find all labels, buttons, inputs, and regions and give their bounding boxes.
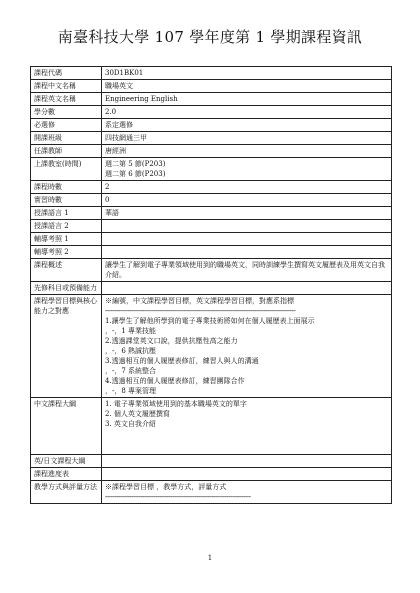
value-course-hours: 2 [102, 181, 392, 194]
value-language1: 華語 [102, 207, 392, 220]
value-objectives [102, 295, 392, 398]
schedule-line: 週二第 5 節(P203) [105, 160, 166, 168]
schedule-line: 週二第 6 節(P203) [105, 170, 166, 178]
value-aux-ref1 [102, 233, 392, 246]
row-course-name-zh [31, 80, 392, 93]
row-objectives [31, 295, 392, 398]
objective-item: ，-，8 專案管理 [105, 387, 157, 395]
row-credits [31, 106, 392, 119]
label-class: 開課班級 [31, 132, 102, 145]
label-required-elective: 必選修 [31, 119, 102, 132]
value-methods [102, 481, 392, 504]
value-syllabus-en [102, 455, 392, 468]
row-required-elective [31, 119, 392, 132]
objective-item: 1.讓學生了解他所學到的電子專業技術將如何在個人履歷表上面展示 [105, 317, 315, 325]
row-overview [31, 259, 392, 282]
syllabus-item: 3. 英文自我介紹 [105, 420, 156, 428]
objective-item: ，-，6 熱誠抗壓 [105, 347, 157, 355]
label-course-hours: 課程時數 [31, 181, 102, 194]
row-language1 [31, 207, 392, 220]
value-course-name-zh: 職場英文 [102, 80, 392, 93]
label-prerequisite: 先修科目或預備能力 [31, 282, 102, 295]
row-course-name-en [31, 93, 392, 106]
label-progress: 課程進度表 [31, 468, 102, 481]
label-objectives: 課程學習目標與核心能力之對應 [31, 295, 102, 398]
row-schedule [31, 158, 392, 181]
label-aux-ref1: 輔導考照 1 [31, 233, 102, 246]
objective-item: 2.透過課堂英文口說，提供抗壓性高之能力 [105, 337, 238, 345]
row-practice-hours [31, 194, 392, 207]
methods-divider: ------------------------------------------------------------------------------ [105, 493, 251, 501]
row-teacher [31, 145, 392, 158]
value-language2 [102, 220, 392, 233]
label-course-name-zh: 課程中文名稱 [31, 80, 102, 93]
syllabus-item: 1. 電子專業領域使用到的基本職場英文的單字 [105, 400, 247, 408]
row-progress [31, 468, 392, 481]
page-title: 南臺科技大學 107 學年度第 1 學期課程資訊 [57, 28, 363, 46]
value-practice-hours: 0 [102, 194, 392, 207]
value-credits: 2.0 [102, 106, 392, 119]
label-credits: 學分數 [31, 106, 102, 119]
value-aux-ref2 [102, 246, 392, 259]
syllabus-spacer [105, 429, 388, 453]
row-language2 [31, 220, 392, 233]
objective-item: ，-，1 專業技能 [105, 327, 157, 335]
value-prerequisite [102, 282, 392, 295]
value-overview: 讓學生了解到電子專業領域使用到的職場英文，同時訓練學生撰寫英文履歷表及用英文自我介紹。 [102, 259, 392, 282]
objective-item: ，-，7 系統整合 [105, 367, 157, 375]
row-aux-ref2 [31, 246, 392, 259]
label-aux-ref2: 輔導考照 2 [31, 246, 102, 259]
row-syllabus-en [31, 455, 392, 468]
label-course-name-en: 課程英文名稱 [31, 93, 102, 106]
row-course-code [31, 67, 392, 80]
row-class [31, 132, 392, 145]
value-class: 四技網通三甲 [102, 132, 392, 145]
objectives-divider: ------------------------------------------------------------------------------------------------------ [105, 307, 296, 315]
objectives-header: ※編號，中文課程學習目標，英文課程學習目標，對應系指標 [105, 297, 294, 305]
label-practice-hours: 實習時數 [31, 194, 102, 207]
label-syllabus-zh: 中文課程大綱 [31, 398, 102, 455]
value-syllabus-zh [102, 398, 392, 455]
row-aux-ref1 [31, 233, 392, 246]
page-number: 1 [207, 554, 213, 562]
value-progress [102, 468, 392, 481]
row-course-hours [31, 181, 392, 194]
syllabus-item: 2. 個人英文履歷撰寫 [105, 410, 170, 418]
label-syllabus-en: 英/日文課程大綱 [31, 455, 102, 468]
label-teacher: 任課教師 [31, 145, 102, 158]
label-schedule: 上課教室(時間) [31, 158, 102, 181]
objective-item: 3.透過相互的個人履歷表修訂，練習人與人的溝通 [105, 357, 259, 365]
value-teacher: 唐經洲 [102, 145, 392, 158]
label-methods: 教學方式與評量方法 [31, 481, 102, 504]
objective-item: 4.透過相互的個人履歷表修訂，練習團隊合作 [105, 377, 245, 385]
row-prerequisite [31, 282, 392, 295]
label-overview: 課程概述 [31, 259, 102, 282]
row-methods [31, 481, 392, 504]
label-language1: 授課語言 1 [31, 207, 102, 220]
value-course-code: 30D1BK01 [102, 67, 392, 80]
methods-header: ※課程學習目標 ，教學方式，評量方式 [105, 483, 227, 491]
value-required-elective: 系定選修 [102, 119, 392, 132]
row-syllabus-zh [31, 398, 392, 455]
value-schedule [102, 158, 392, 181]
value-course-name-en: Engineering English [102, 93, 392, 106]
label-course-code: 課程代碼 [31, 67, 102, 80]
course-info-table [30, 66, 392, 504]
label-language2: 授課語言 2 [31, 220, 102, 233]
